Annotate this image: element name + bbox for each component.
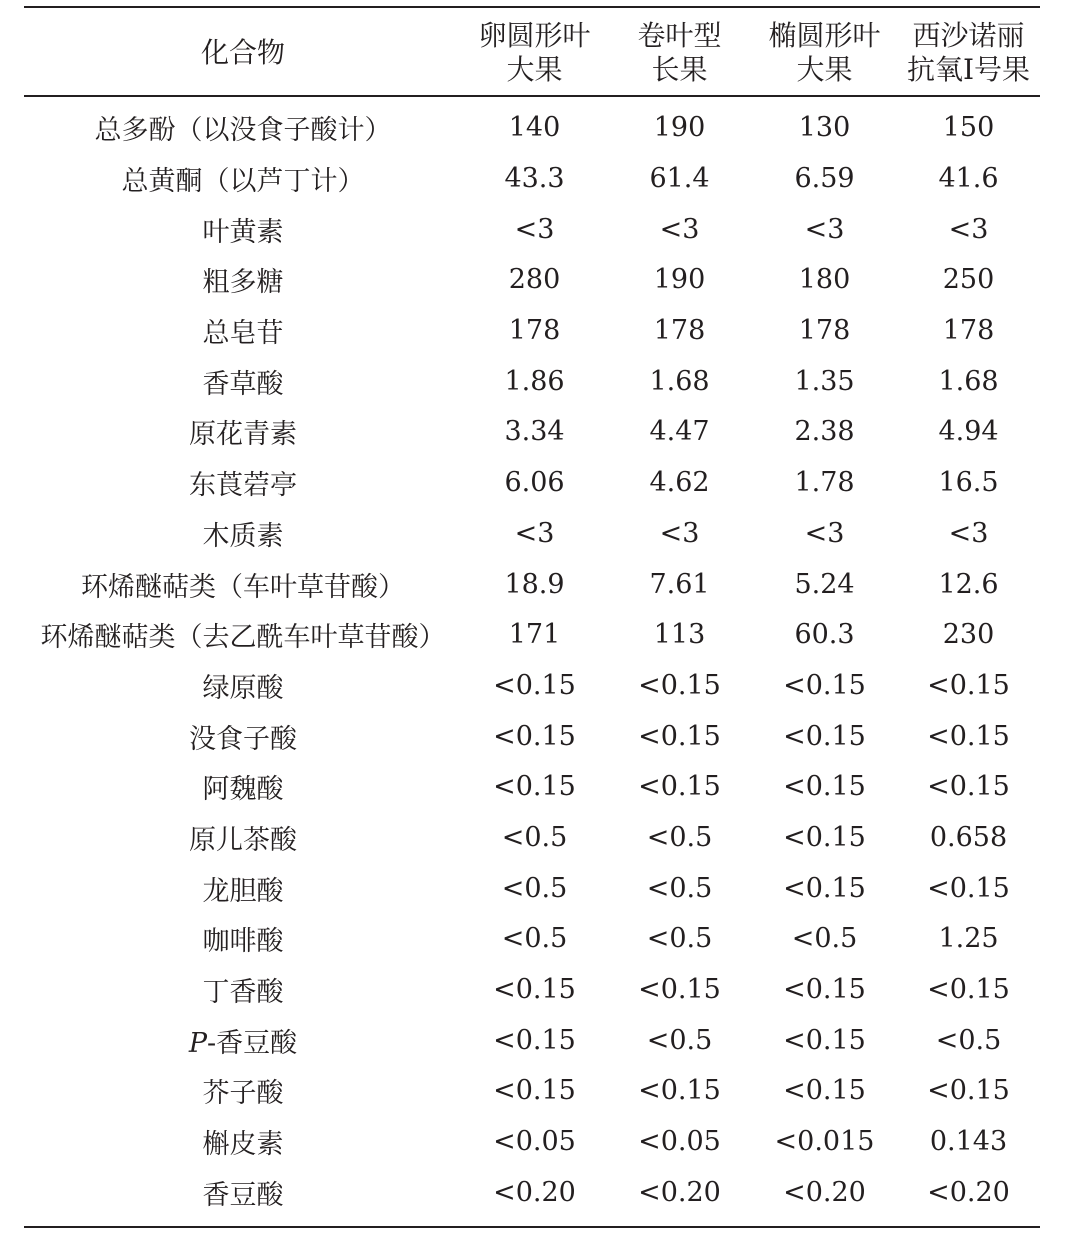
value-cell: <0.5	[646, 923, 713, 955]
value-cell: 4.94	[938, 416, 999, 448]
value-cell: 41.6	[938, 163, 999, 195]
value-cell: 250	[942, 264, 995, 296]
value-cell: 60.3	[794, 619, 855, 651]
compound-name-cell	[24, 863, 462, 914]
value-cell: <0.20	[638, 1176, 721, 1208]
value-cell: <0.15	[783, 1024, 866, 1056]
table-row	[24, 1167, 1040, 1218]
table-row	[24, 863, 1040, 914]
compound-name: 槲皮素	[202, 1129, 284, 1161]
compound-name-cell	[24, 711, 462, 762]
header-line: 大果	[796, 53, 853, 86]
compound-name: 叶黄素	[202, 216, 284, 248]
value-cell: <0.15	[638, 771, 721, 803]
compound-name-cell	[24, 153, 462, 204]
value-cell: 0.658	[929, 821, 1008, 853]
header-line: 长果	[651, 53, 708, 86]
compound-prefix: P	[188, 1027, 208, 1059]
compound-name: 阿魏酸	[202, 774, 284, 806]
table-row	[24, 1015, 1040, 1066]
value-cell: 1.25	[938, 923, 999, 955]
table-row	[24, 1066, 1040, 1117]
header-line: 抗氧I号果	[906, 53, 1031, 86]
table-row	[24, 305, 1040, 356]
value-cell: <0.15	[927, 669, 1010, 701]
compound-name-cell	[24, 305, 462, 356]
value-cell: 1.68	[649, 365, 710, 397]
table-body	[24, 97, 1040, 1218]
compound-name-cell	[24, 761, 462, 812]
value-cell: 4.47	[649, 416, 710, 448]
value-cell: 178	[508, 315, 561, 347]
value-cell: <3	[948, 213, 989, 245]
value-cell: 6.59	[794, 163, 855, 195]
header-sample-2	[607, 8, 752, 95]
compound-name: 粗多糖	[202, 267, 284, 299]
table-row	[24, 153, 1040, 204]
value-cell: <0.15	[783, 821, 866, 853]
table-header	[24, 8, 1040, 95]
value-cell: 2.38	[794, 416, 855, 448]
table-row	[24, 914, 1040, 965]
value-cell: <0.15	[927, 720, 1010, 752]
value-cell: 178	[653, 315, 706, 347]
compound-name-cell	[24, 559, 462, 610]
value-cell: 61.4	[649, 163, 710, 195]
value-cell: 178	[942, 315, 995, 347]
value-cell: <0.15	[783, 771, 866, 803]
compound-name: 龙胆酸	[202, 875, 284, 907]
value-cell: <0.5	[501, 872, 568, 904]
compound-name-cell	[24, 914, 462, 965]
value-cell: <0.20	[493, 1176, 576, 1208]
value-cell: 43.3	[504, 163, 565, 195]
value-cell: <0.5	[791, 923, 858, 955]
table-row	[24, 457, 1040, 508]
compound-name: 香草酸	[202, 368, 284, 400]
value-cell: <0.015	[774, 1126, 875, 1158]
value-cell: 190	[653, 112, 706, 144]
value-cell: <0.15	[638, 1075, 721, 1107]
value-cell: 113	[653, 619, 706, 651]
table-row	[24, 508, 1040, 559]
value-cell: <0.15	[493, 720, 576, 752]
compound-name: 香豆酸	[202, 1179, 284, 1211]
value-cell: <0.15	[783, 720, 866, 752]
value-cell: <3	[659, 517, 700, 549]
value-cell: <0.5	[501, 923, 568, 955]
compound-name-cell	[24, 1167, 462, 1218]
value-cell: 12.6	[938, 568, 999, 600]
value-cell: <0.15	[927, 872, 1010, 904]
value-cell: 150	[942, 112, 995, 144]
value-cell: 5.24	[794, 568, 855, 600]
compound-name: 绿原酸	[202, 672, 284, 704]
value-cell: <0.20	[927, 1176, 1010, 1208]
value-cell: <0.15	[783, 872, 866, 904]
value-cell: <0.20	[783, 1176, 866, 1208]
table-row	[24, 711, 1040, 762]
compound-name-cell	[24, 1116, 462, 1167]
value-cell: 171	[508, 619, 561, 651]
value-cell: 180	[798, 264, 851, 296]
compound-name: 环烯醚萜类（车叶草苷酸）	[81, 571, 405, 603]
value-cell: <0.5	[646, 1024, 713, 1056]
value-cell: <0.15	[493, 771, 576, 803]
compound-name: -香豆酸	[207, 1027, 298, 1059]
value-cell: <0.5	[646, 821, 713, 853]
value-cell: <0.15	[638, 669, 721, 701]
header-line: 卷叶型	[637, 19, 722, 52]
compound-name: 东莨菪亭	[189, 470, 297, 502]
compound-name: 原儿茶酸	[189, 824, 297, 856]
compound-name-cell	[24, 964, 462, 1015]
value-cell: 18.9	[504, 568, 565, 600]
value-cell: <0.15	[493, 669, 576, 701]
compound-name-cell	[24, 356, 462, 407]
value-cell: 130	[798, 112, 851, 144]
value-cell: 190	[653, 264, 706, 296]
table-row	[24, 559, 1040, 610]
value-cell: 1.68	[938, 365, 999, 397]
table-row	[24, 407, 1040, 458]
compound-name-cell	[24, 407, 462, 458]
value-cell: <3	[804, 517, 845, 549]
header-row	[24, 8, 1040, 95]
value-cell: 140	[508, 112, 561, 144]
table-row	[24, 964, 1040, 1015]
table-bottom-rule	[24, 1226, 1040, 1228]
value-cell: <3	[514, 517, 555, 549]
table-row	[24, 1116, 1040, 1167]
table-row	[24, 609, 1040, 660]
compound-name-cell	[24, 97, 462, 154]
compound-name: 总皂苷	[202, 318, 284, 350]
value-cell: <0.05	[493, 1126, 576, 1158]
compound-name: 没食子酸	[189, 723, 297, 755]
header-line: 卵圆形叶	[478, 19, 591, 52]
value-cell: 0.143	[929, 1126, 1008, 1158]
compound-name: 木质素	[202, 520, 284, 552]
value-cell: 7.61	[649, 568, 710, 600]
compound-name-cell	[24, 609, 462, 660]
compound-name-cell	[24, 204, 462, 255]
header-sample-3	[752, 8, 897, 95]
table-row	[24, 356, 1040, 407]
compound-name-cell	[24, 812, 462, 863]
compound-name: 环烯醚萜类（去乙酰车叶草苷酸）	[40, 622, 446, 654]
header-sample-1	[462, 8, 607, 95]
value-cell: <0.15	[783, 1075, 866, 1107]
compound-name-cell	[24, 508, 462, 559]
compound-name: 总黄酮（以芦丁计）	[121, 166, 365, 198]
compound-name: 咖啡酸	[202, 926, 284, 958]
value-cell: <0.15	[493, 1075, 576, 1107]
value-cell: <0.15	[927, 771, 1010, 803]
value-cell: <0.05	[638, 1126, 721, 1158]
table-row	[24, 97, 1040, 154]
compound-name: 芥子酸	[202, 1078, 284, 1110]
value-cell: 280	[508, 264, 561, 296]
value-cell: 16.5	[938, 467, 999, 499]
compound-table-body	[24, 97, 1040, 1218]
value-cell: 1.86	[504, 365, 565, 397]
compound-name-cell	[24, 1066, 462, 1117]
value-cell: 1.35	[794, 365, 855, 397]
value-cell: <3	[659, 213, 700, 245]
value-cell: 178	[798, 315, 851, 347]
compound-name: 总多酚（以没食子酸计）	[94, 115, 392, 147]
value-cell: <0.15	[638, 720, 721, 752]
compound-table	[24, 8, 1040, 95]
table-row	[24, 812, 1040, 863]
value-cell: <0.5	[935, 1024, 1002, 1056]
table-row	[24, 660, 1040, 711]
value-cell: 230	[942, 619, 995, 651]
value-cell: <3	[948, 517, 989, 549]
compound-name-cell	[24, 255, 462, 306]
compound-name-cell	[24, 660, 462, 711]
header-line: 西沙诺丽	[912, 19, 1025, 52]
header-sample-4	[897, 8, 1040, 95]
table-row	[24, 255, 1040, 306]
value-cell: <0.15	[783, 974, 866, 1006]
value-cell: <3	[514, 213, 555, 245]
compound-name: 原花青素	[189, 419, 297, 451]
value-cell: <0.5	[646, 872, 713, 904]
compound-name: 丁香酸	[202, 977, 284, 1009]
compound-name-cell	[24, 1015, 462, 1066]
table-row	[24, 204, 1040, 255]
value-cell: <0.15	[638, 974, 721, 1006]
value-cell: <3	[804, 213, 845, 245]
table-row	[24, 761, 1040, 812]
value-cell: <0.5	[501, 821, 568, 853]
header-compound	[24, 8, 462, 95]
compound-name-cell	[24, 457, 462, 508]
value-cell: <0.15	[927, 974, 1010, 1006]
value-cell: 3.34	[504, 416, 565, 448]
value-cell: <0.15	[927, 1075, 1010, 1107]
compound-table-container	[24, 0, 1040, 1228]
value-cell: 1.78	[794, 467, 855, 499]
value-cell: <0.15	[783, 669, 866, 701]
value-cell: 4.62	[649, 467, 710, 499]
header-line: 化合物	[200, 36, 285, 69]
value-cell: <0.15	[493, 1024, 576, 1056]
value-cell: 6.06	[504, 467, 565, 499]
value-cell: <0.15	[493, 974, 576, 1006]
header-line: 大果	[506, 53, 563, 86]
header-line: 椭圆形叶	[768, 19, 881, 52]
